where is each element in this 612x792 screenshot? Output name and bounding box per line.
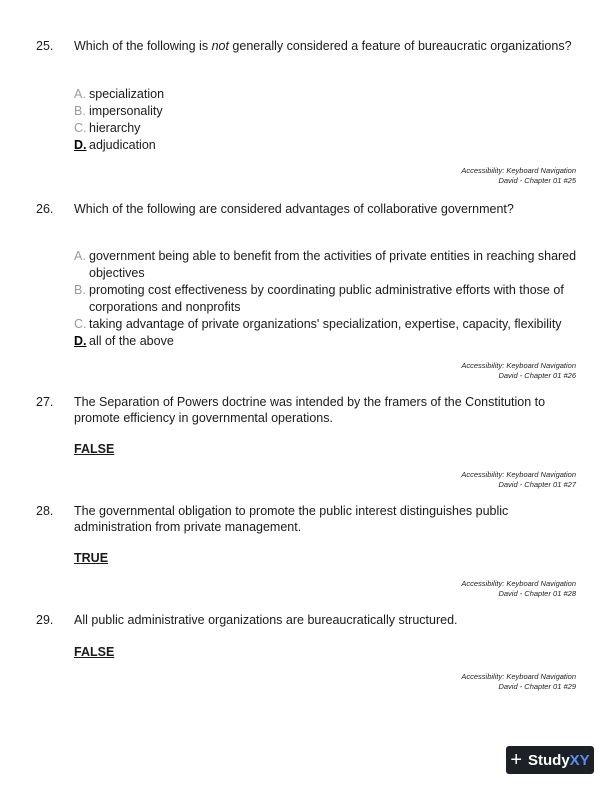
option-a: A. specialization xyxy=(74,87,165,101)
question-meta: Accessibility: Keyboard Navigation David - Chapter 01 #27 xyxy=(461,470,576,489)
studyxy-badge[interactable] xyxy=(506,746,594,774)
question-text: Which of the following are considered advantages of collaborative government? xyxy=(74,202,514,216)
answer: FALSE xyxy=(74,442,115,456)
option-b: B. impersonality xyxy=(74,104,163,118)
question-text: All public administrative organizations are bureaucratically structured. xyxy=(74,613,458,627)
options-list xyxy=(74,86,584,154)
question-text: The governmental obligation to promote the public interest distinguishes public administration from private management. xyxy=(74,504,509,534)
question-meta: Accessibility: Keyboard Navigation David - Chapter 01 #29 xyxy=(461,672,576,691)
option-b: B. promoting cost effectiveness by coordinating public administrative efforts with those of corporations and nonprofits xyxy=(74,283,564,314)
answer: TRUE xyxy=(74,551,109,565)
option-d-correct: D. all of the above xyxy=(74,334,174,348)
question-number: 27. xyxy=(36,395,54,409)
question-meta: Accessibility: Keyboard Navigation David - Chapter 01 #26 xyxy=(461,361,576,380)
plus-icon: + xyxy=(510,749,522,771)
option-c: C. hierarchy xyxy=(74,121,141,135)
question-number: 26. xyxy=(36,202,54,216)
question-text: Which of the following is not generally considered a feature of bureaucratic organizations? xyxy=(74,39,572,53)
question-number: 29. xyxy=(36,613,54,627)
question-number: 25. xyxy=(36,39,54,53)
answer: FALSE xyxy=(74,645,115,659)
question-meta: Accessibility: Keyboard Navigation David - Chapter 01 #28 xyxy=(461,579,576,598)
option-a: A. government being able to benefit from the activities of private entities in reaching shared objectives xyxy=(74,249,577,280)
question-text: The Separation of Powers doctrine was intended by the framers of the Constitution to promote efficiency in governmental operations. xyxy=(74,395,546,425)
brand-name: StudyXY xyxy=(528,751,590,769)
question-number: 28. xyxy=(36,504,54,518)
option-d-correct: D. adjudication xyxy=(74,138,156,152)
options-list xyxy=(74,248,584,350)
option-c: C. taking advantage of private organizations' specialization, expertise, capacity, flexibility xyxy=(74,317,562,331)
question-meta: Accessibility: Keyboard Navigation David - Chapter 01 #25 xyxy=(461,166,576,185)
